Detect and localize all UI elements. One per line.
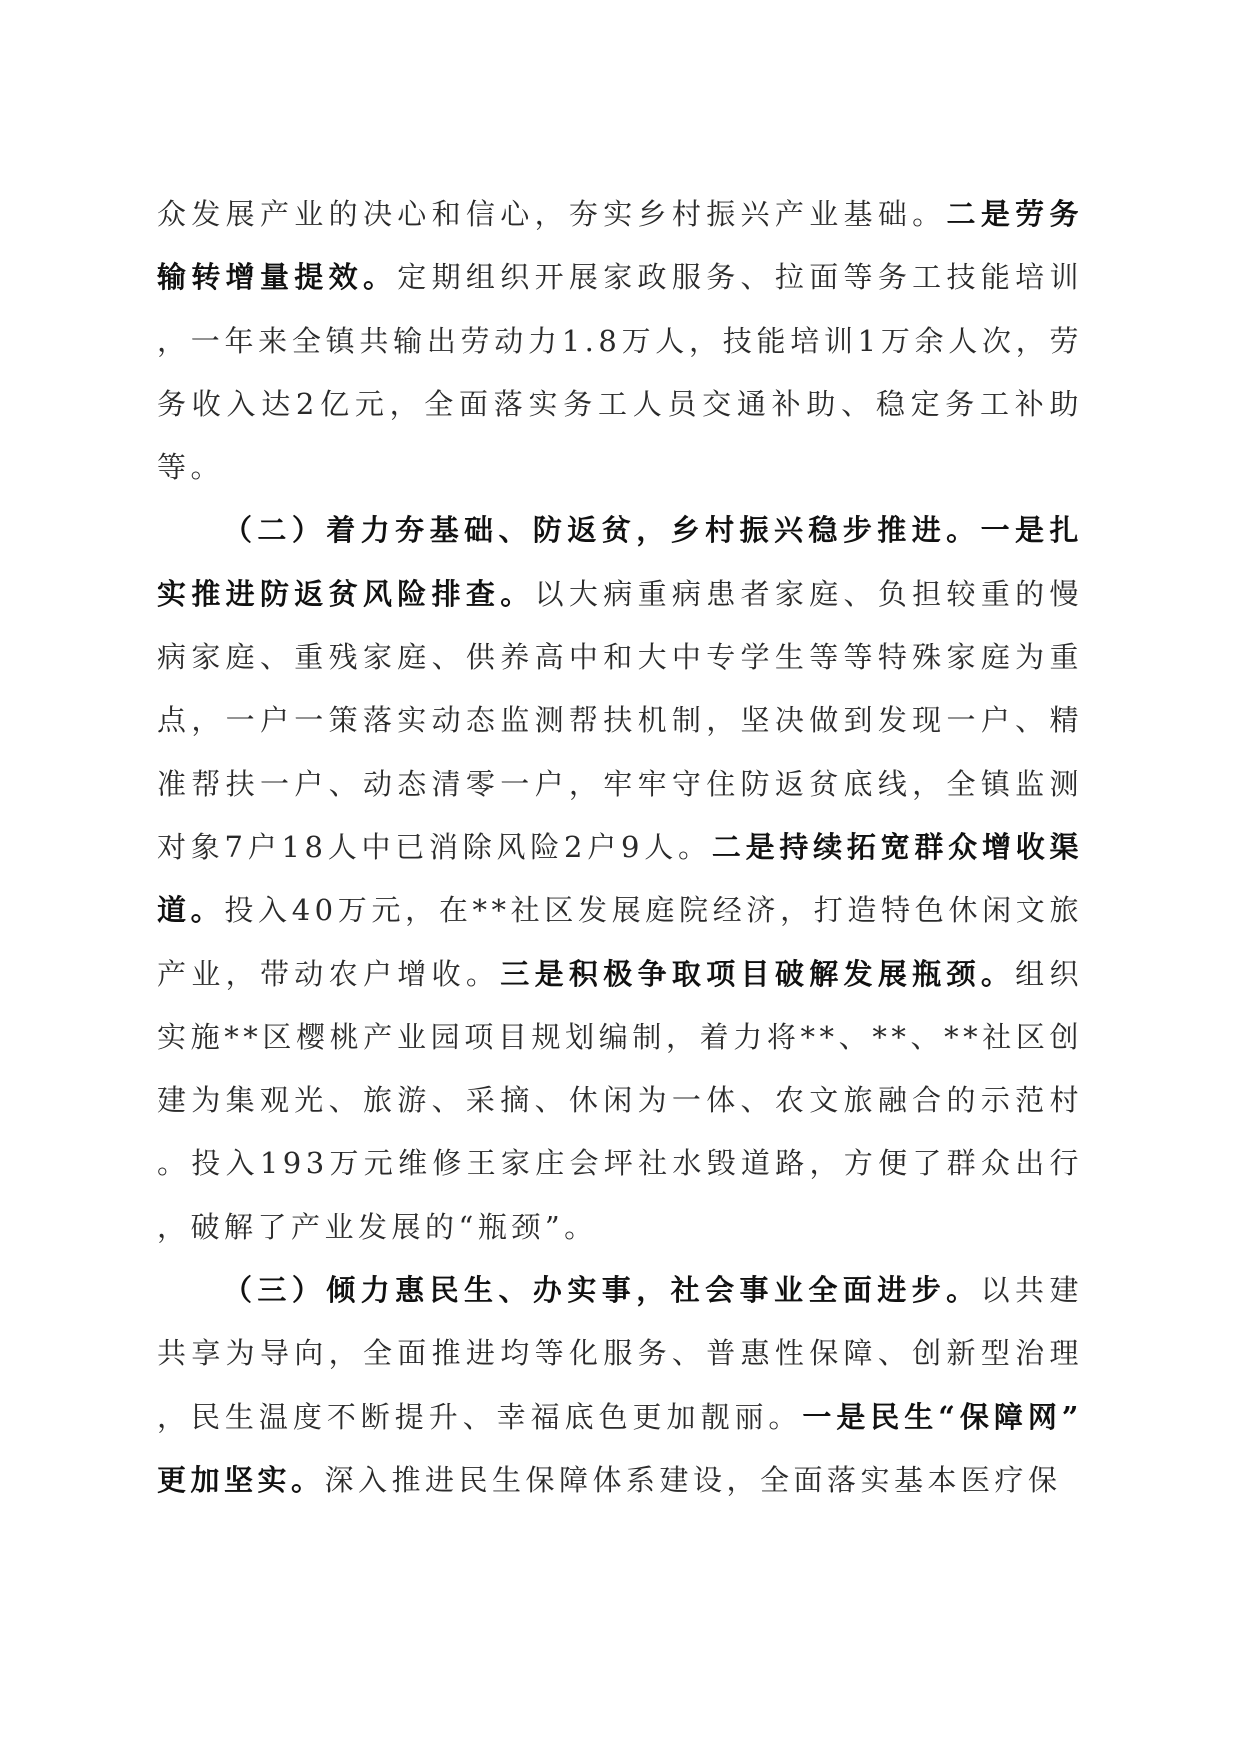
document-body [157, 183, 1083, 1512]
paragraph-section-two [157, 499, 1083, 1259]
text-run: 以大病重病患者家庭、负担较重的慢病家庭、重残家庭、供养高中和大中专学生等等特殊家庭为重点，一户一策落实动态监测帮扶机制，坚决做到发现一户、精准帮扶一户、动态清零一户，牢牢守住防返贫底线，全镇监测对象7户18人中已消除风险2户9人。 [157, 576, 1083, 864]
heading-run: （三）倾力惠民生、办实事，社会事业全面进步。 [223, 1273, 981, 1308]
text-run: 深入推进民生保障体系建设，全面落实基本医疗保 [324, 1462, 1062, 1497]
heading-run: 二是劳务输转增量提效。 [157, 197, 1083, 295]
paragraph-labor-transfer [157, 183, 1083, 499]
heading-run: 三是积极争取项目破解发展瓶颈。 [500, 956, 1016, 991]
text-run: 组织实施**区樱桃产业园项目规划编制，着力将**、**、**社区创建为集观光、旅游、采摘、休闲为一体、农文旅融合的示范村。投入193万元维修王家庄会坪社水毁道路，方便了群众出行，破解了产业发展的“瓶颈”。 [157, 956, 1083, 1244]
text-run: 以共建共享为导向，全面推进均等化服务、普惠性保障、创新型治理，民生温度不断提升、幸福底色更加靓丽。 [157, 1273, 1083, 1434]
heading-run: 一是民生“保障网”更加坚实。 [157, 1399, 1083, 1497]
heading-run: 二是持续拓宽群众增收渠道。 [157, 829, 1083, 928]
heading-run: （二）着力夯基础、防返贫，乡村振兴稳步推进。一是扎实推进防返贫风险排查。 [157, 513, 1083, 611]
text-run: 定期组织开展家政服务、拉面等务工技能培训，一年来全镇共输出劳动力1.8万人，技能培训1万余人次，劳务收入达2亿元，全面落实务工人员交通补助、稳定务工补助等。 [157, 260, 1083, 485]
text-run: 众发展产业的决心和信心，夯实乡村振兴产业基础。 [157, 197, 947, 231]
paragraph-section-three [157, 1259, 1083, 1512]
text-run: 投入40万元，在**社区发展庭院经济，打造特色休闲文旅产业，带动农户增收。 [157, 893, 1083, 991]
